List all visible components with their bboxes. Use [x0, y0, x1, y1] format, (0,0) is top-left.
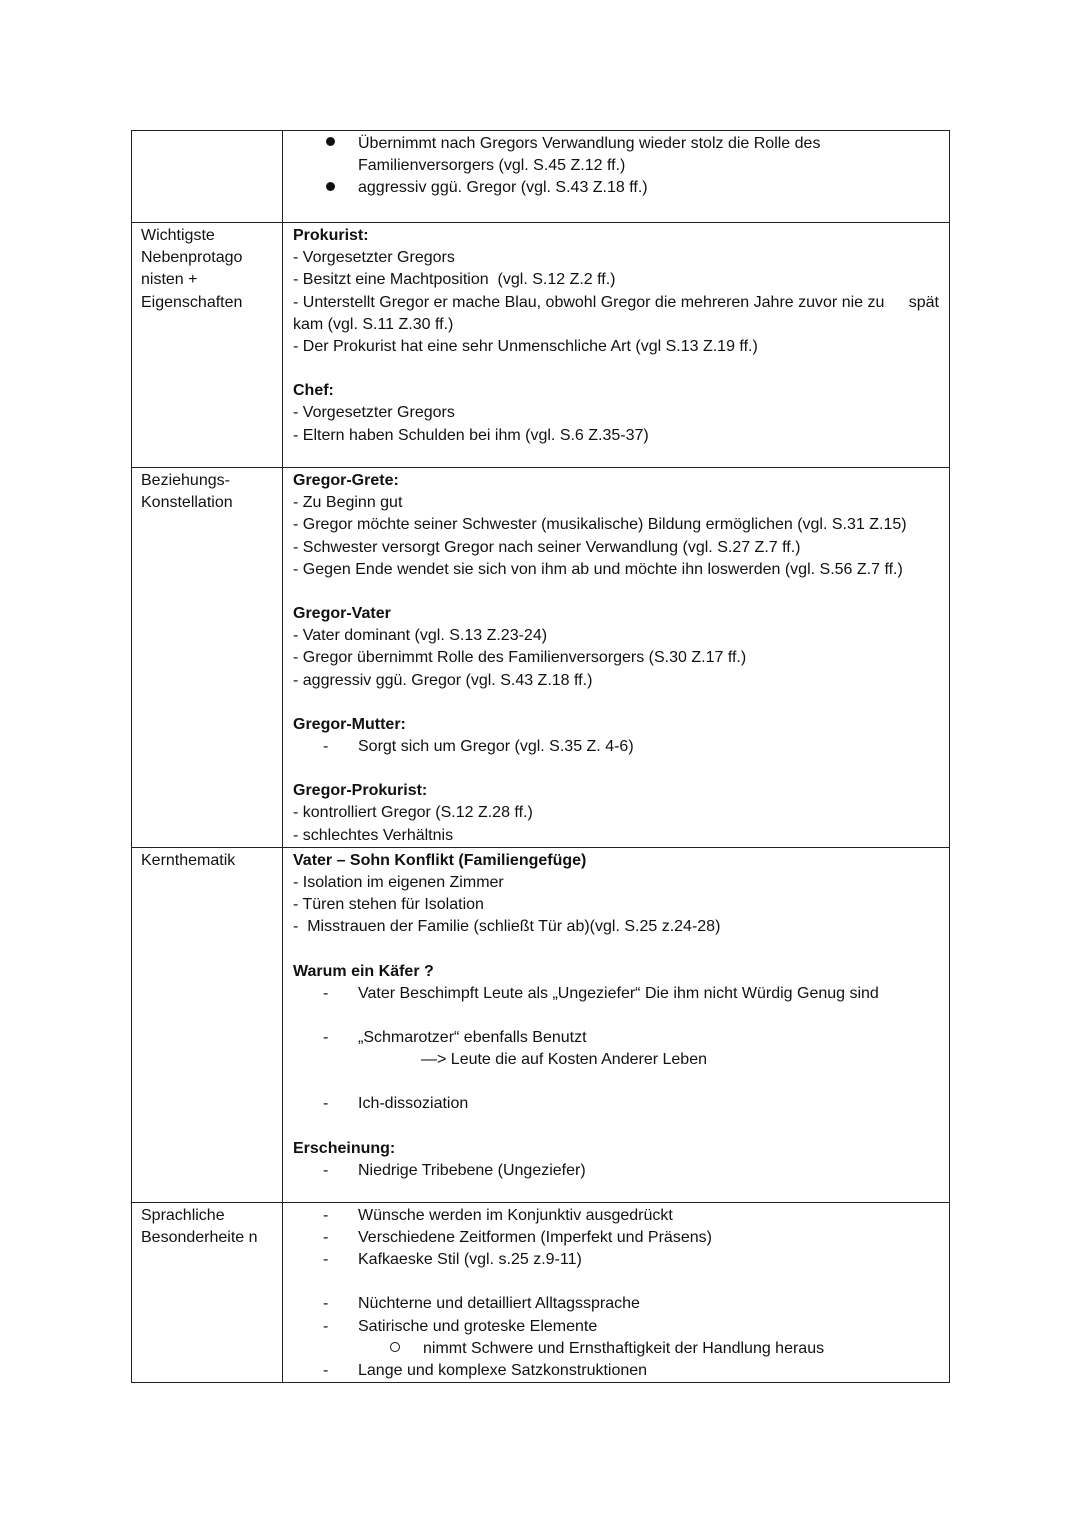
list-item-text: Vater Beschimpft Leute als „Ungeziefer“ Die ihm nicht Würdig Genug sind	[358, 984, 879, 1002]
section-heading: Chef:	[293, 382, 334, 400]
list-item-text: Verschiedene Zeitformen (Imperfekt und Präsens)	[358, 1229, 712, 1247]
table-row	[132, 468, 950, 848]
dash-marker: -	[323, 1206, 329, 1224]
section-heading: Prokurist:	[293, 227, 369, 244]
list-item-text: Satirische und groteske Elemente	[358, 1317, 598, 1335]
list-item-text: Nüchterne und detailliert Alltagssprache	[358, 1295, 640, 1313]
list-item	[293, 133, 939, 177]
dash-marker: -	[323, 1229, 329, 1247]
section-heading: Vater – Sohn Konflikt (Familiengefüge)	[293, 851, 587, 869]
list-item-text: Übernimmt nach Gregors Verwandlung wieder stolz die Rolle des Familienversorgers (vgl. S.45 Z.12 ff.)	[358, 135, 821, 175]
section-heading: Warum ein Käfer ?	[293, 962, 434, 980]
dash-marker: -	[323, 738, 329, 756]
text-line: - aggressiv ggü. Gregor (vgl. S.43 Z.18 ff.)	[293, 671, 593, 689]
section-heading: Gregor-Mutter:	[293, 715, 406, 733]
dash-marker: -	[323, 984, 329, 1002]
text-line: - Isolation im eigenen Zimmer	[293, 874, 504, 892]
list-item	[293, 1093, 939, 1115]
text-line: - Eltern haben Schulden bei ihm (vgl. S.6 Z.35-37)	[293, 426, 649, 444]
list-item-text: nimmt Schwere und Ernsthaftigkeit der Handlung heraus	[423, 1339, 825, 1357]
list-item-text: aggressiv ggü. Gregor (vgl. S.43 Z.18 ff.)	[358, 179, 648, 197]
dash-marker: -	[323, 1295, 329, 1313]
table-row	[132, 1202, 950, 1382]
bullet-dot-icon	[326, 137, 335, 146]
list-item	[293, 1249, 939, 1271]
bullet-dot-icon	[326, 182, 335, 191]
row-content	[283, 1202, 950, 1382]
list-item	[293, 1360, 939, 1382]
table-row	[132, 847, 950, 1202]
list-item	[293, 1293, 939, 1315]
dash-marker: -	[323, 1161, 329, 1179]
row-content	[283, 847, 950, 1202]
dash-marker: -	[323, 1095, 329, 1113]
text-line: - Vater dominant (vgl. S.13 Z.23-24)	[293, 627, 548, 645]
list-item	[293, 983, 939, 1005]
table-row	[132, 131, 950, 223]
text-fragment: spät	[908, 293, 939, 311]
list-item	[293, 736, 939, 758]
text-line: - Gregor übernimmt Rolle des Familienversorgers (S.30 Z.17 ff.)	[293, 649, 747, 667]
text-line: - Vorgesetzter Gregors	[293, 404, 455, 422]
dash-marker: -	[323, 1029, 329, 1047]
list-item	[293, 1027, 939, 1049]
text-line: - kontrolliert Gregor (S.12 Z.28 ff.)	[293, 804, 533, 822]
text-line: - Türen stehen für Isolation	[293, 896, 484, 914]
section-heading: Erscheinung:	[293, 1139, 396, 1157]
dash-marker: -	[323, 1251, 329, 1269]
text-line: - Gregor möchte seiner Schwester (musikalische) Bildung ermöglichen (vgl. S.31 Z.15)	[293, 516, 907, 534]
summary-table	[131, 130, 950, 1383]
section-heading: Gregor-Vater	[293, 605, 391, 623]
text-line: - Misstrauen der Familie (schließt Tür ab)(vgl. S.25 z.24-28)	[293, 918, 721, 936]
text-line: - schlechtes Verhältnis	[293, 826, 454, 844]
text-line: - Zu Beginn gut	[293, 494, 403, 512]
text-fragment: - Unterstellt Gregor er mache Blau, obwohl Gregor die mehreren Jahre zuvor nie zu	[293, 293, 885, 311]
text-line: - Vorgesetzter Gregors	[293, 249, 455, 267]
list-item-text: Niedrige Tribebene (Ungeziefer)	[358, 1161, 586, 1179]
circle-bullet-icon	[390, 1342, 400, 1352]
row-label	[132, 131, 283, 223]
list-item	[293, 1160, 939, 1182]
row-content	[283, 468, 950, 848]
table-row	[132, 223, 950, 468]
list-item	[293, 1227, 939, 1249]
row-label: Sprachliche Besonderheite n	[132, 1202, 283, 1382]
text-line	[293, 292, 939, 314]
row-label: Beziehungs- Konstellation	[132, 468, 283, 848]
row-label: Kernthematik	[132, 847, 283, 1202]
dash-marker: -	[323, 1317, 329, 1335]
sub-list-item	[293, 1338, 939, 1360]
list-item-text: Ich-dissoziation	[358, 1095, 469, 1113]
list-item	[293, 1316, 939, 1338]
list-item-text: Lange und komplexe Satzkonstruktionen	[358, 1362, 648, 1380]
text-line: kam (vgl. S.11 Z.30 ff.)	[293, 315, 454, 333]
list-item-text: „Schmarotzer“ ebenfalls Benutzt	[358, 1029, 587, 1047]
text-line: - Schwester versorgt Gregor nach seiner Verwandlung (vgl. S.27 Z.7 ff.)	[293, 538, 801, 556]
row-content	[283, 131, 950, 223]
text-line: - Gegen Ende wendet sie sich von ihm ab und möchte ihn loswerden (vgl. S.56 Z.7 ff.)	[293, 560, 903, 578]
dash-marker: -	[323, 1362, 329, 1380]
list-item-text: Wünsche werden im Konjunktiv ausgedrückt	[358, 1206, 673, 1224]
text-line: - Der Prokurist hat eine sehr Unmenschliche Art (vgl S.13 Z.19 ff.)	[293, 338, 758, 356]
list-item	[293, 1205, 939, 1227]
list-item	[293, 177, 939, 199]
section-heading: Gregor-Grete:	[293, 472, 399, 489]
section-heading: Gregor-Prokurist:	[293, 782, 428, 800]
row-label: Wichtigste Nebenprotago nisten + Eigenschaften	[132, 223, 283, 468]
arrow-note: —> Leute die auf Kosten Anderer Leben	[421, 1051, 707, 1069]
list-item-text: Kafkaeske Stil (vgl. s.25 z.9-11)	[358, 1251, 582, 1269]
row-content	[283, 223, 950, 468]
list-item-text: Sorgt sich um Gregor (vgl. S.35 Z. 4-6)	[358, 738, 634, 756]
text-line: - Besitzt eine Machtposition (vgl. S.12 Z.2 ff.)	[293, 271, 616, 289]
